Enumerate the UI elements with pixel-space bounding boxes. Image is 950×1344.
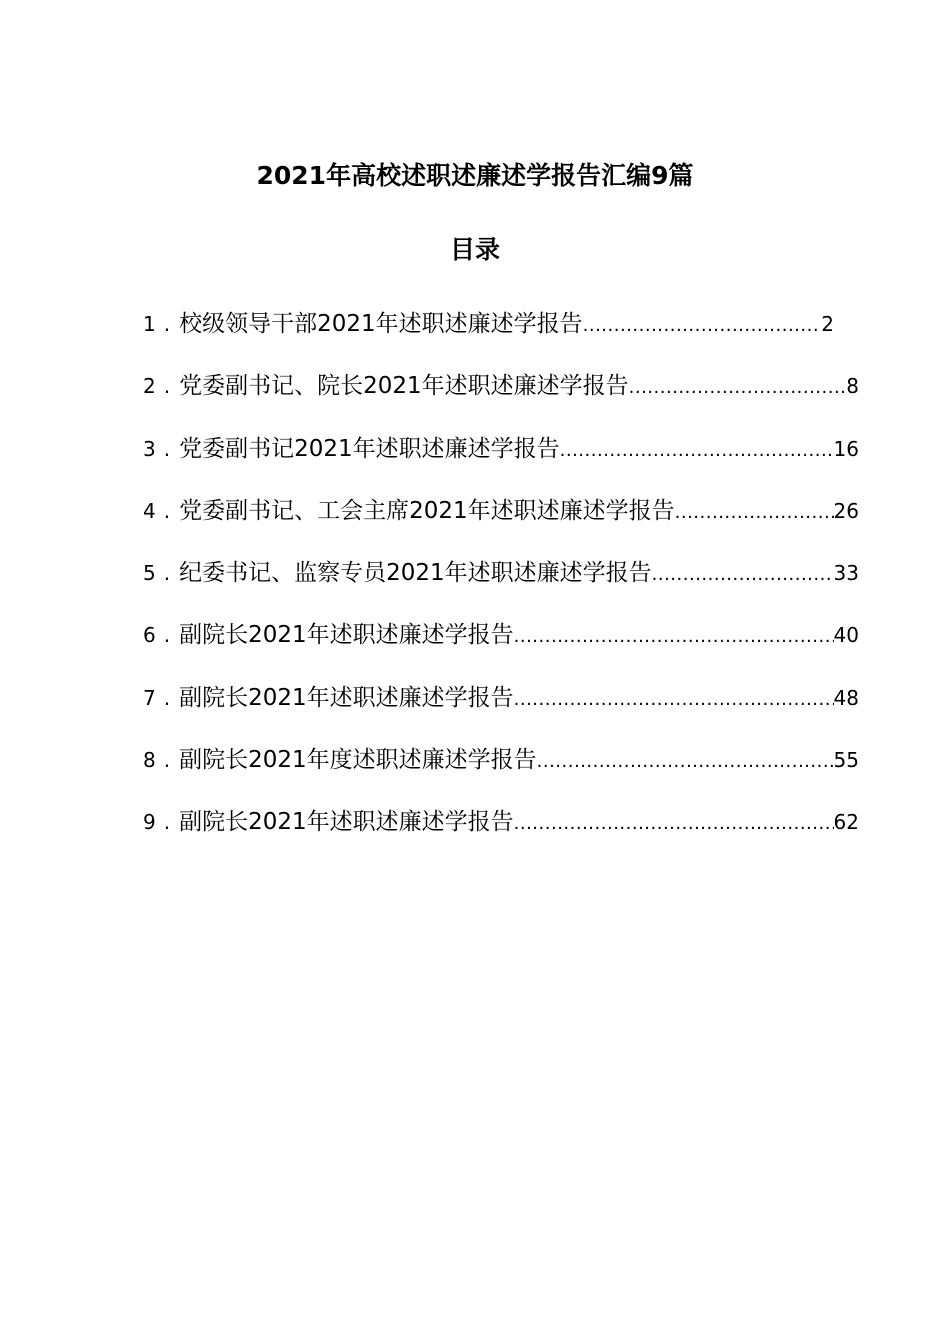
toc-entry-number: 2 — [143, 374, 156, 399]
toc-entry-separator: . — [163, 810, 171, 834]
toc-entry-4[interactable] — [143, 493, 859, 555]
toc-entry-3[interactable] — [143, 431, 859, 493]
toc-entry-separator: . — [163, 374, 171, 399]
toc-entry-title: 副院长2021年度述职述廉述学报告 — [179, 746, 537, 773]
toc-entry-9[interactable] — [143, 804, 859, 866]
toc-entry-page: 55 — [833, 747, 859, 772]
toc-entry-separator: . — [163, 498, 171, 523]
toc-entry-number: 7 — [143, 685, 156, 710]
toc-entry-title: 纪委书记、监察专员2021年述职述廉述学报告 — [179, 560, 652, 586]
toc-entry-separator: . — [163, 312, 171, 336]
toc-entry-separator: . — [163, 685, 171, 710]
toc-entry-separator: . — [163, 747, 171, 772]
toc-entry-page: 16 — [833, 436, 859, 461]
toc-entry-title: 副院长2021年述职述廉述学报告 — [179, 684, 514, 711]
toc-entry-page: 2 — [821, 312, 834, 336]
toc-entry-number: 3 — [143, 436, 156, 461]
toc-entry-number: 9 — [143, 810, 156, 834]
toc-dot-leader — [560, 433, 834, 469]
toc-dot-leader — [514, 682, 834, 718]
toc-dot-leader — [514, 806, 834, 842]
toc-entry-separator: . — [163, 623, 171, 648]
toc-entry-number: 5 — [143, 561, 156, 585]
toc-entry-number: 8 — [143, 747, 156, 772]
toc-entry-separator: . — [163, 436, 171, 461]
toc-entry-page: 62 — [833, 810, 859, 834]
toc-heading: 目录 — [449, 235, 500, 264]
toc-entry-separator: . — [163, 561, 171, 585]
toc-dot-leader — [583, 308, 822, 344]
toc-entry-title: 副院长2021年述职述廉述学报告 — [179, 622, 514, 649]
toc-entry-page: 8 — [846, 374, 859, 399]
toc-entry-page: 48 — [833, 685, 859, 710]
toc-entry-title: 党委副书记、院长2021年述职述廉述学报告 — [179, 373, 629, 400]
toc-entry-number: 6 — [143, 623, 156, 648]
toc-entry-title: 党委副书记、工会主席2021年述职述廉述学报告 — [179, 497, 675, 524]
toc-entry-5[interactable] — [143, 555, 859, 617]
toc-dot-leader — [629, 370, 847, 406]
document-title: 2021年高校述职述廉述学报告汇编9篇 — [256, 161, 694, 190]
toc-entry-number: 1 — [143, 312, 156, 336]
toc-entry-page: 33 — [833, 561, 859, 585]
toc-entry-7[interactable] — [143, 680, 859, 742]
toc-dot-leader — [537, 744, 834, 780]
toc-entry-number: 4 — [143, 498, 156, 523]
toc-dot-leader — [652, 557, 834, 593]
toc-entry-2[interactable] — [143, 368, 859, 430]
toc-entry-1[interactable] — [143, 306, 834, 368]
toc-entry-page: 40 — [833, 623, 859, 648]
toc-dot-leader — [675, 495, 834, 531]
toc-entry-title: 党委副书记2021年述职述廉述学报告 — [179, 435, 560, 462]
toc-entry-page: 26 — [833, 498, 859, 523]
toc-entry-title: 副院长2021年述职述廉述学报告 — [179, 809, 514, 835]
toc-entry-6[interactable] — [143, 617, 859, 679]
toc-entry-8[interactable] — [143, 742, 859, 804]
table-of-contents — [143, 306, 859, 866]
toc-entry-title: 校级领导干部2021年述职述廉述学报告 — [179, 311, 583, 337]
toc-dot-leader — [514, 619, 834, 655]
